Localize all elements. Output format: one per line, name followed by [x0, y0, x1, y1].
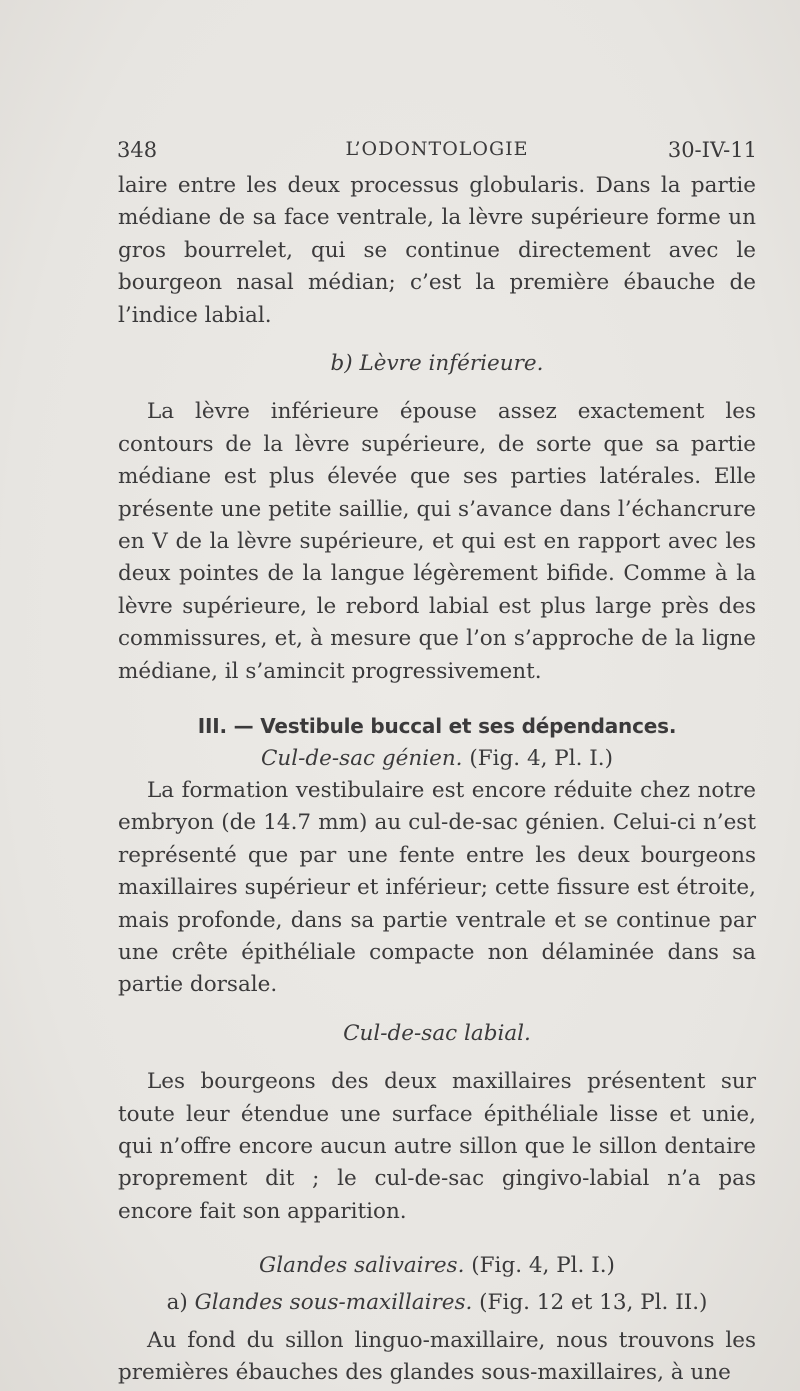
page-body	[118, 170, 756, 1390]
paragraph-continuation: laire entre les deux processus globularis. Dans la partie médiane de sa face ventrale, la lèvre supérieure forme un gros bourrelet, qui se continue directement avec le bourgeon nasal médian; c’est la première ébauche de l’indice labial.	[118, 173, 756, 328]
paragraph-glandes-sous-maxillaires: Au fond du sillon linguo-maxillaire, nous trouvons les premières ébauches des glandes sous-maxillaires, à une	[118, 1328, 756, 1386]
paragraph-levre-inferieure: La lèvre inférieure épouse assez exactement les contours de la lèvre supérieure, de sorte que sa partie médiane est plus élevée que ses parties latérales. Elle présente une petite saillie, qui s’avance dans l’échancrure en V de la lèvre supérieure, et qui est en rapport avec les deux pointes de la langue légèrement bifide. Comme à la lèvre supérieure, le rebord labial est plus large près des commissures, et, à mesure que l’on s’approche de la ligne médiane, il s’amincit progressivement.	[118, 399, 756, 684]
figure-reference: (Fig. 4, Pl. I.)	[462, 745, 614, 771]
page-number: 348	[117, 138, 158, 162]
section-heading-vestibule: III. — Vestibule buccal et ses dépendances.	[197, 714, 677, 739]
subheading-levre-inferieure: b) Lèvre inférieure.	[330, 351, 544, 377]
running-head: L’ODONTOLOGIE	[345, 138, 529, 160]
page-header	[117, 138, 757, 170]
figure-reference: (Fig. 4, Pl. I.)	[464, 1253, 615, 1279]
subheading-cul-de-sac-genien	[118, 743, 756, 775]
paragraph-cul-de-sac-labial: Les bourgeons des deux maxillaires présentent sur toute leur étendue une surface épithéliale lisse et unie, qui n’offre encore aucun autre sillon que le sillon dentaire proprement dit ; le cul-de-sac gingivo-labial n’a pas encore fait son apparition.	[118, 1069, 756, 1224]
subheading-cul-de-sac-genien-title: Cul-de-sac génien.	[260, 745, 463, 771]
subheading-glandes-sous-maxillaires	[118, 1287, 756, 1319]
subheading-cul-de-sac-labial: Cul-de-sac labial.	[343, 1020, 531, 1046]
figure-reference: (Fig. 12 et 13, Pl. II.)	[472, 1289, 708, 1315]
paragraph-cul-de-sac-genien: La formation vestibulaire est encore réduite chez notre embryon (de 14.7 mm) au cul-de-sac génien. Celui-ci n’est représenté que par une fente entre les deux bourgeons maxillaires supérieur et inférieur; cette fissure est étroite, mais profonde, dans sa partie ventrale et se continue par une crête épithéliale compacte non délaminée dans sa partie dorsale.	[118, 777, 756, 998]
subheading-glandes-sous-maxillaires-title: Glandes sous-maxillaires.	[194, 1289, 473, 1315]
subheading-prefix: a)	[166, 1289, 195, 1315]
subheading-glandes-salivaires	[118, 1250, 756, 1282]
issue-date: 30-IV-11	[667, 138, 757, 162]
subheading-glandes-salivaires-title: Glandes salivaires.	[259, 1253, 465, 1279]
